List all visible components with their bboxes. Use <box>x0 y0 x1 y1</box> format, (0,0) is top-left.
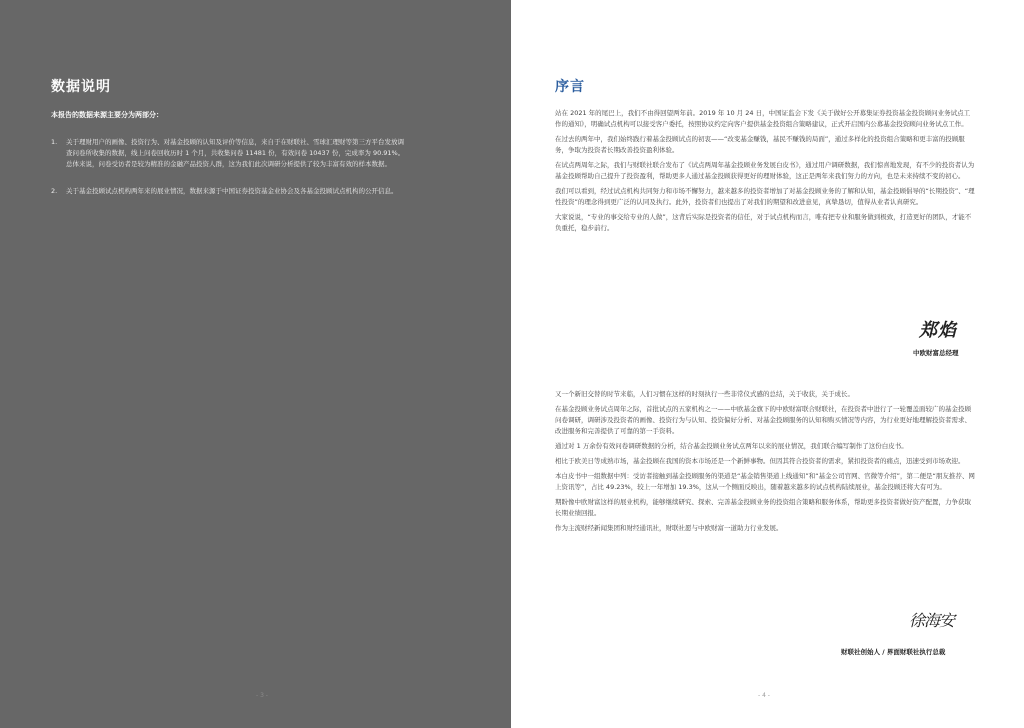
signature-1-caption: 中欧财富总经理 <box>913 349 959 357</box>
left-page <box>0 0 511 728</box>
list-item-number: 1. <box>51 138 58 146</box>
paragraph: 又一个新旧交替的时节来临，人们习惯在这样的时刻执行一些非常仪式感的总结，关于收获，关于成长。 <box>555 390 854 398</box>
paragraph: 在基金投顾业务试点周年之际，首批试点的五家机构之一——中欧基金旗下的中欧财富联合财联社，在投资者中进行了一轮覆盖面较广的基金投顾问卷调研，调研涉及投资者的画像、投资行为与认知、投资偏好分析、对基金投顾服务的认知和购买情况等内容，为行业更好地理解投资者需求、改进服务和完善提供了可靠的第一手资料。 <box>555 405 971 435</box>
preface-block-2 <box>555 389 975 538</box>
list-item <box>51 137 407 170</box>
data-description-title: 数据说明 <box>51 79 111 95</box>
paragraph: 关于理财用户的画像、投资行为、对基金投顾的认知及评价等信息，来自于在财联社、雪球汇理财等第三方平台发放调查问卷所收集的数据，线上问卷回收历时 1 个月，共收集问卷 11481 份，有效问卷 10437 份，完成率为 90.91%。 <box>66 138 405 157</box>
paragraph: 作为主流财经新闻集团和财经通讯社，财联社愿与中欧财富一道助力行业发展。 <box>555 524 783 532</box>
right-page <box>511 0 1024 728</box>
signature-1: 郑焰 <box>919 320 957 341</box>
signature-2: 徐海安 <box>909 611 955 630</box>
paragraph: 在试点两周年之际，我们与财联社联合发布了《试点两周年基金投顾业务发展白皮书》，通过用户调研数据，我们惊喜地发现，有不少的投资者认为基金投顾帮助自己提升了投资盈利，帮助更多人通过基金投顾获得更好的理财体验，这正是两年来我们努力的方向，也是未来持续不变的初心。 <box>555 161 975 180</box>
signature-2-caption: 财联社创始人 / 界面财联社执行总裁 <box>841 648 946 656</box>
paragraph: 站在 2021 年的尾巴上，我们不由得回望两年前。2019 年 10 月 24 日，中国证监会下发《关于做好公开募集证券投资基金投资顾问业务试点工作的通知》，明确试点机构可以接受客户委托，按照协议约定向客户提供基金投资组合策略建议，正式开启国内公募基金投资顾问业务试点工作。 <box>555 109 971 128</box>
preface-title: 序言 <box>555 79 585 95</box>
list-item-text <box>66 137 407 170</box>
preface-block-1 <box>555 108 975 238</box>
paragraph: 期盼像中欧财富这样的展业机构，能够继续研究、探索、完善基金投顾业务的投资组合策略和服务体系，帮助更多投资者做好资产配置，力争获取长期业绩回报。 <box>555 498 971 517</box>
list-item-text <box>66 186 398 197</box>
paragraph: 总体来说，问卷受访者是较为精准的金融产品投资人群，这为我们此次调研分析提供了较为丰富有效的样本数据。 <box>66 160 391 168</box>
paragraph: 在过去的两年中，我们始终践行着基金投顾试点的初衷——“改变基金赚钱，基民不赚钱的局面”，通过多样化的投资组合策略和更丰富的投顾服务，争取为投资者长期改善投资盈利体验。 <box>555 135 965 154</box>
paragraph: 我们可以看到，经过试点机构共同努力和市场不懈努力，越来越多的投资者增加了对基金投顾业务的了解和认知，基金投顾倡导的“长期投资”、“理性投资”的理念得到更广泛的认同及执行。此外，投资者们也提出了对我们的期望和改进意见，真挚恳切，值得从业者认真研究。 <box>555 187 975 206</box>
paragraph: 大家说说，“专业的事交给专业的人做”，这背后实际是投资者的信任，对于试点机构而言，唯有把专业和服务做到极致，打造更好的团队，才能不负重托，稳步前行。 <box>555 213 972 232</box>
list-item-number: 2. <box>51 187 58 195</box>
page-number: - 3 - <box>256 692 268 699</box>
page-number: - 4 - <box>758 692 770 699</box>
paragraph: 关于基金投顾试点机构两年来的展业情况，数据来源于中国证券投资基金业协会及各基金投顾试点机构的公开信息。 <box>66 187 398 195</box>
paragraph: 相比于欧美日等成熟市场，基金投顾在我国的资本市场还是一个新鲜事物。但因其符合投资者的需求，紧扣投资者的痛点，迅速受到市场欢迎。 <box>555 457 965 465</box>
data-source-list <box>51 137 407 213</box>
paragraph: 本白皮书中一组数据中列：受访者接触到基金投顾服务的渠道是“基金销售渠道上线通知”和“基金公司官网、官微等介绍”，第二便是“朋友推荐、网上资讯等”，占比 49.23%，较上一年增加 19.3%，这从一个侧面反映出，随着越来越多的试点机构陆续展业，基金投顾还将大有可为。 <box>555 472 975 491</box>
list-item <box>51 186 407 197</box>
paragraph: 通过对 1 万余份有效问卷调研数据的分析，结合基金投顾业务试点两年以来的展业情况，我们联合编写制作了这份白皮书。 <box>555 442 908 450</box>
data-sources-subtitle: 本报告的数据来源主要分为两部分： <box>51 111 163 119</box>
